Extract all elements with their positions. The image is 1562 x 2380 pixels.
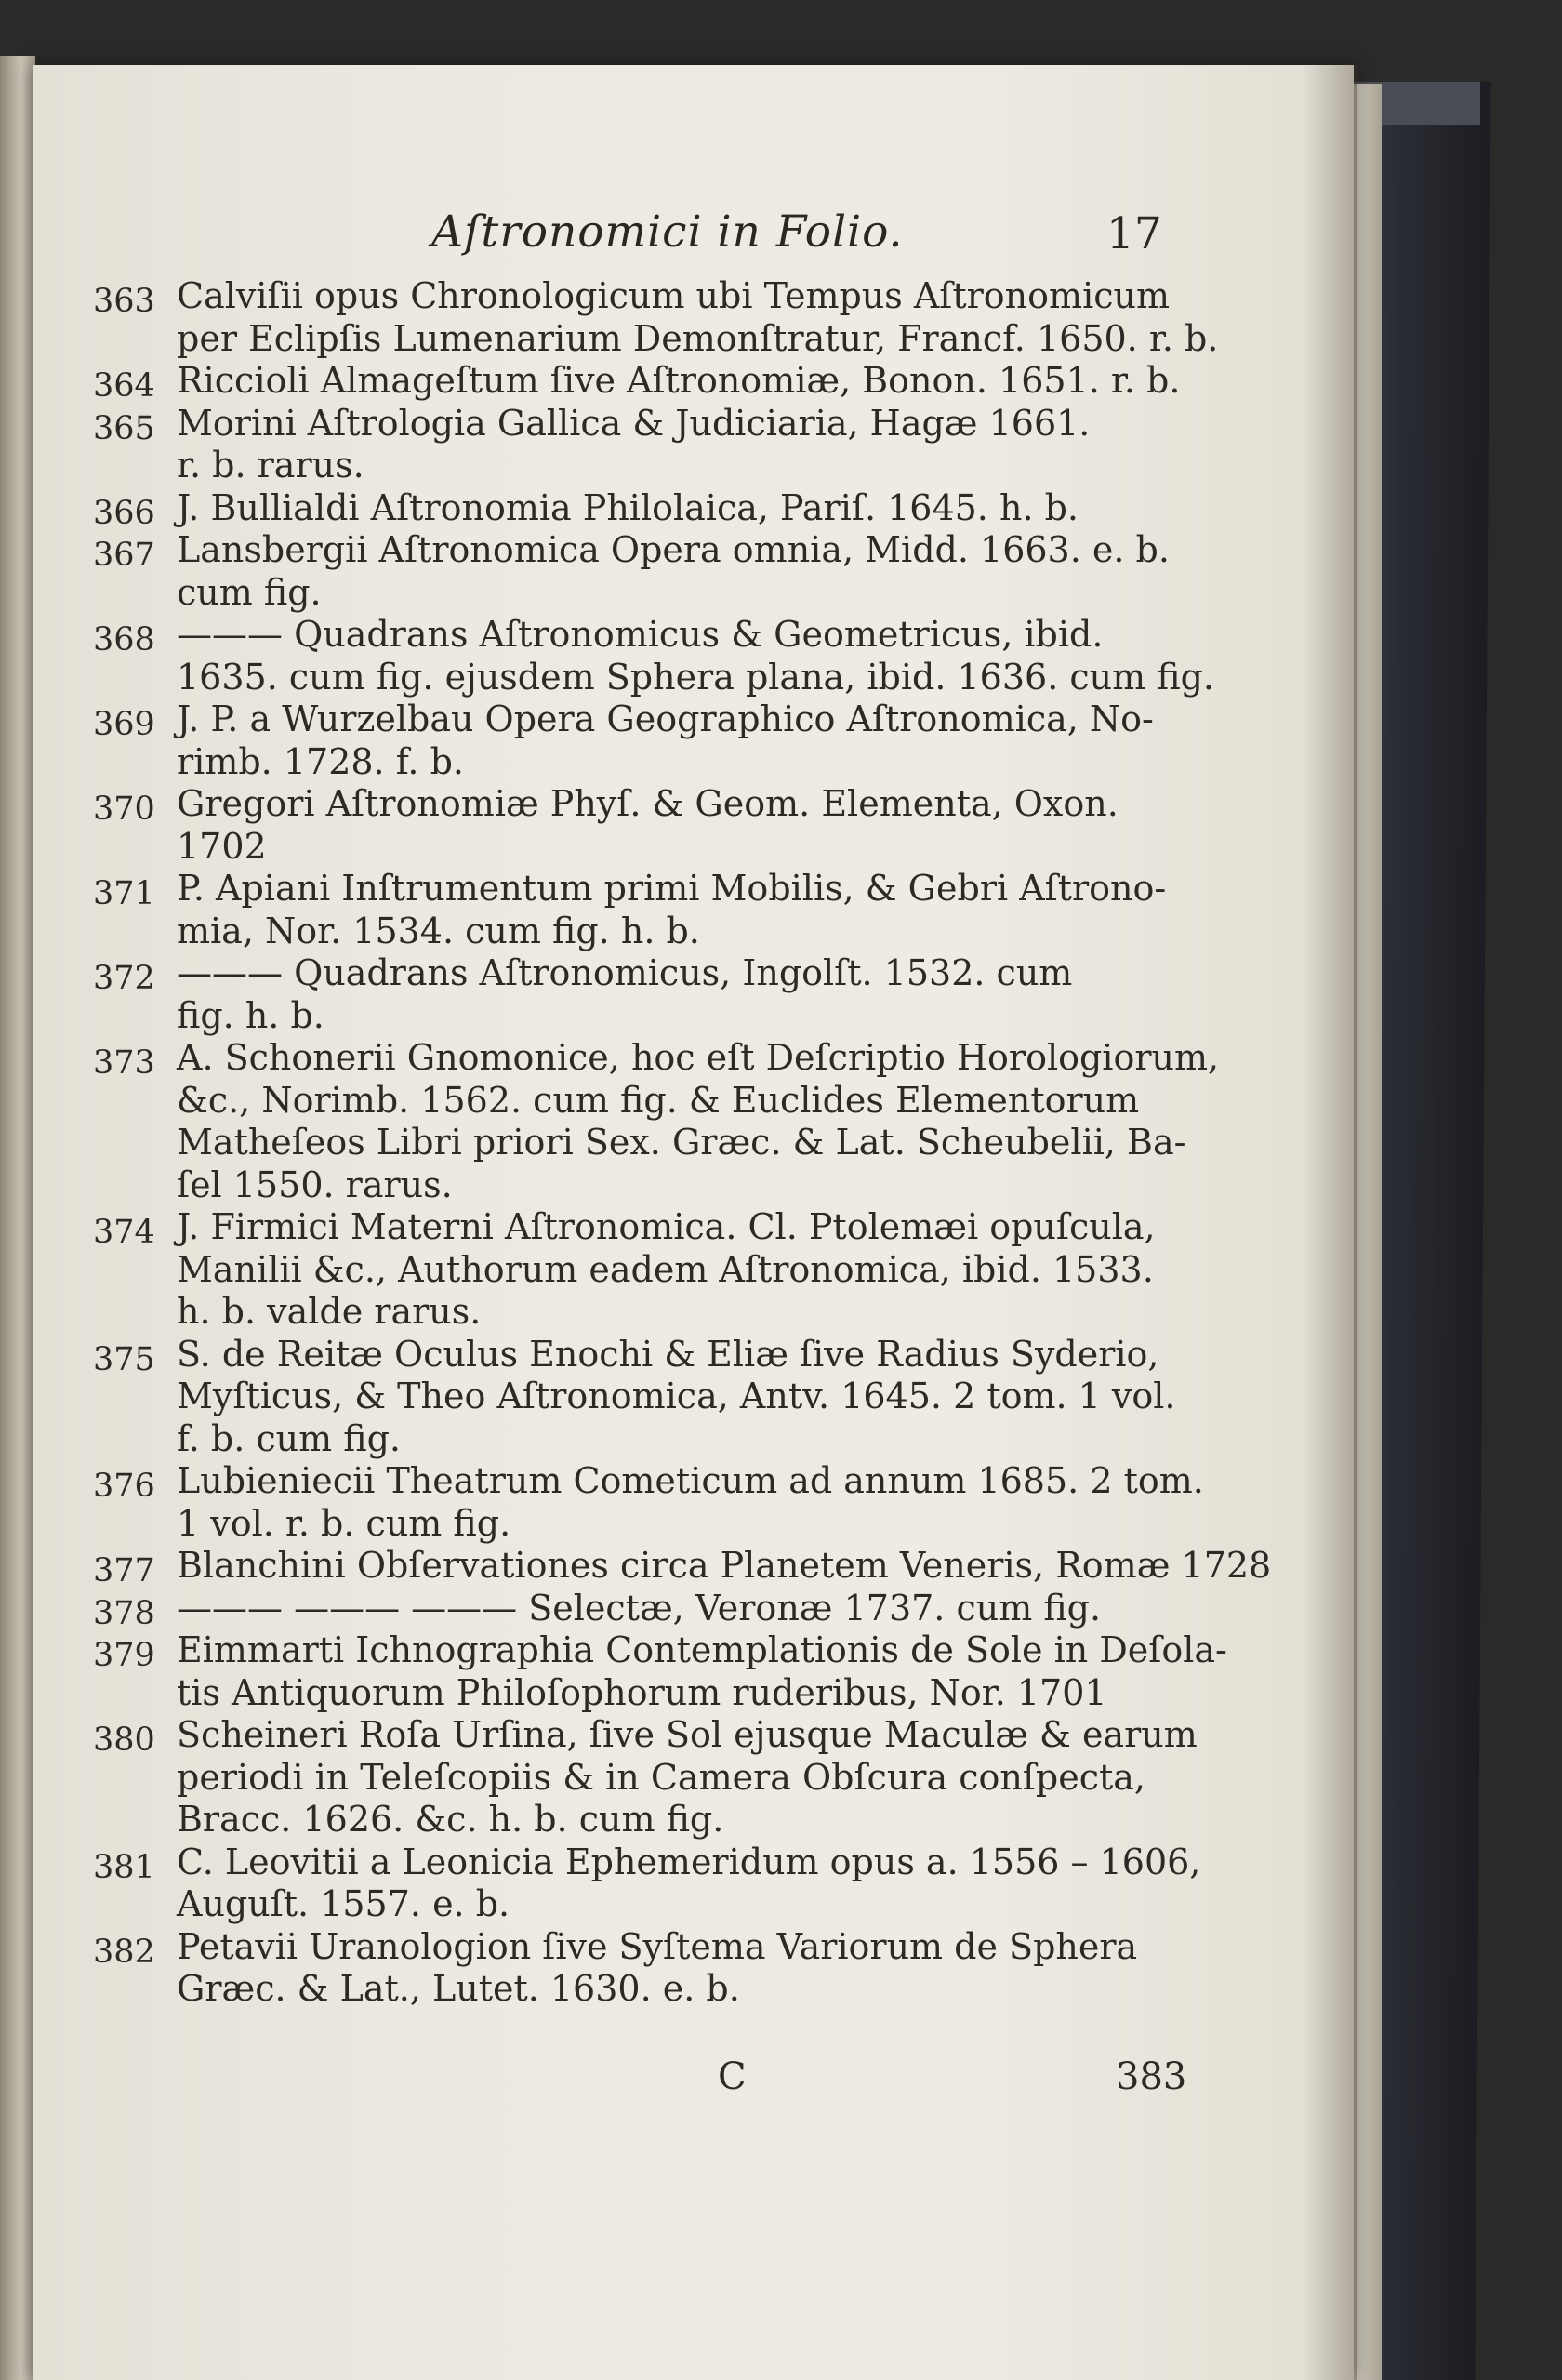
entry-number: 381 xyxy=(93,1848,155,1886)
catchword: 383 xyxy=(1116,2055,1187,2098)
entry-text-line: Gregori Aſtronomiæ Phyſ. & Geom. Elementa, Oxon. xyxy=(177,783,1119,824)
entry-text-line: Bracc. 1626. &c. h. b. cum fig. xyxy=(177,1799,724,1840)
catalogue-entry xyxy=(93,1037,1227,1206)
catalogue-entry xyxy=(93,1629,1227,1714)
entry-text-line: C. Leovitii a Leonicia Ephemeridum opus a. 1556 – 1606, xyxy=(177,1841,1201,1882)
entry-text-line: ——— ——— ——— Selectæ, Veronæ 1737. cum fig. xyxy=(177,1587,1102,1629)
page-edges xyxy=(1354,84,1382,2380)
entry-text-line: f. b. cum fig. xyxy=(177,1417,401,1459)
entry-text-line: ſel 1550. rarus. xyxy=(177,1163,453,1205)
catalogue-entry xyxy=(93,698,1227,783)
entry-number: 368 xyxy=(93,621,155,658)
catalogue-entry xyxy=(93,529,1227,614)
catalogue-entries xyxy=(93,275,1272,2011)
entry-number: 367 xyxy=(93,537,155,574)
running-title: Aſtronomici in Folio. xyxy=(431,206,904,258)
entry-text-line: 1 vol. r. b. cum fig. xyxy=(177,1502,511,1544)
entry-text-line: Lansbergii Aſtronomica Opera omnia, Midd. 1663. e. b. xyxy=(177,529,1170,570)
entry-number: 372 xyxy=(93,960,155,997)
catalogue-entry xyxy=(93,1714,1227,1842)
entry-number: 374 xyxy=(93,1214,155,1251)
page-footer xyxy=(93,2055,1227,2102)
catalogue-entry xyxy=(93,1460,1227,1545)
entry-number: 380 xyxy=(93,1722,155,1759)
entry-number: 369 xyxy=(93,706,155,743)
catalogue-entry xyxy=(93,1926,1227,2011)
catalogue-entry xyxy=(93,403,1227,487)
entry-number: 382 xyxy=(93,1933,155,1971)
entry-text-line: J. Bullialdi Aſtronomia Philolaica, Pariſ. 1645. h. b. xyxy=(177,486,1079,528)
entry-text-line: tis Antiquorum Philoſophorum ruderibus, Nor. 1701 xyxy=(177,1671,1107,1713)
catalogue-entry xyxy=(93,360,1227,403)
entry-text-line: Petavii Uranologion ſive Syſtema Variorum de Sphera xyxy=(177,1925,1138,1967)
entry-text-line: Eimmarti Ichnographia Contemplationis de Sole in Deſola- xyxy=(177,1629,1227,1670)
entry-number: 375 xyxy=(93,1340,155,1378)
entry-text-line: J. Firmici Materni Aſtronomica. Cl. Ptolemæi opuſcula, xyxy=(177,1206,1156,1247)
catalogue-entry xyxy=(93,868,1227,952)
entry-number: 363 xyxy=(93,283,155,320)
facing-page-edge xyxy=(0,56,35,2380)
entry-text-line: ——— Quadrans Aſtronomicus, Ingolſt. 1532. cum xyxy=(177,952,1073,993)
entry-text-line: P. Apiani Inſtrumentum primi Mobilis, & Gebri Aſtrono- xyxy=(177,868,1167,909)
entry-text-line: A. Schonerii Gnomonice, hoc eſt Deſcriptio Horologiorum, xyxy=(177,1037,1220,1078)
entry-text-line: 1635. cum fig. ejusdem Sphera plana, ibid. 1636. cum fig. xyxy=(177,656,1214,698)
entry-text-line: Morini Aſtrologia Gallica & Judiciaria, Hagæ 1661. xyxy=(177,402,1091,444)
catalogue-entry xyxy=(93,1842,1227,1926)
catalogue-entry xyxy=(93,1545,1272,1589)
entry-text-line: r. b. rarus. xyxy=(177,445,364,485)
signature-mark: C xyxy=(718,2055,747,2098)
entry-text-line: Calviſii opus Chronologicum ubi Tempus Aſtronomicum xyxy=(177,275,1171,316)
entry-text-line: periodi in Teleſcopiis & in Camera Obſcura conſpecta, xyxy=(177,1756,1145,1798)
page-number: 17 xyxy=(1106,208,1162,259)
entry-number: 373 xyxy=(93,1044,155,1082)
page-header xyxy=(390,195,1227,270)
entry-number: 371 xyxy=(93,875,155,912)
entry-text-line: cum fig. xyxy=(177,571,322,613)
entry-number: 378 xyxy=(93,1594,155,1632)
entry-number: 366 xyxy=(93,494,155,532)
catalogue-entry xyxy=(93,783,1227,868)
entry-number: 364 xyxy=(93,367,155,405)
entry-text-line: per Eclipſis Lumenarium Demonſtratur, Francf. 1650. r. b. xyxy=(177,317,1219,359)
entry-number: 370 xyxy=(93,791,155,828)
entry-text-line: fig. h. b. xyxy=(177,994,324,1036)
entry-text-line: rimb. 1728. f. b. xyxy=(177,740,464,782)
entry-text-line: 1702 xyxy=(177,825,267,867)
entry-text-line: Myſticus, & Theo Aſtronomica, Antv. 1645. 2 tom. 1 vol. xyxy=(177,1376,1176,1416)
entry-number: 377 xyxy=(93,1552,155,1589)
entry-text-line: Matheſeos Libri priori Sex. Græc. & Lat. Scheubelii, Ba- xyxy=(177,1122,1186,1163)
entry-text-line: h. b. valde rarus. xyxy=(177,1291,482,1332)
entry-text-line: mia, Nor. 1534. cum fig. h. b. xyxy=(177,910,700,951)
entry-text-line: Auguſt. 1557. e. b. xyxy=(177,1883,510,1924)
entry-text-line: Riccioli Almageſtum ſive Aſtronomiæ, Bonon. 1651. r. b. xyxy=(177,360,1181,401)
catalogue-entry xyxy=(93,487,1227,530)
catalogue-entry xyxy=(93,1334,1227,1461)
entry-text-line: Scheineri Roſa Urſina, ſive Sol ejusque Maculæ & earum xyxy=(177,1714,1198,1755)
catalogue-entry xyxy=(93,275,1227,360)
entry-text-line: ——— Quadrans Aſtronomicus & Geometricus, ibid. xyxy=(177,614,1104,655)
entry-text-line: Manilii &c., Authorum eadem Aſtronomica, ibid. 1533. xyxy=(177,1248,1154,1290)
entry-text-line: Blanchini Obſervationes circa Planetem Veneris, Romæ 1728 xyxy=(177,1545,1272,1586)
entry-number: 379 xyxy=(93,1637,155,1674)
catalogue-entry xyxy=(93,1588,1227,1630)
entry-text-line: &c., Norimb. 1562. cum fig. & Euclides Elementorum xyxy=(177,1079,1140,1121)
catalogue-entry xyxy=(93,952,1227,1037)
entry-text-line: S. de Reitæ Oculus Enochi & Eliæ ſive Radius Syderio, xyxy=(177,1333,1159,1375)
entry-text-line: J. P. a Wurzelbau Opera Geographico Aſtronomica, No- xyxy=(177,698,1154,739)
page-shadow xyxy=(1302,65,1357,2380)
entry-text-line: Lubieniecii Theatrum Cometicum ad annum 1685. 2 tom. xyxy=(177,1460,1204,1501)
entry-number: 365 xyxy=(93,409,155,447)
catalogue-entry xyxy=(93,1206,1227,1334)
entry-text-line: Græc. & Lat., Lutet. 1630. e. b. xyxy=(177,1968,740,2009)
entry-number: 376 xyxy=(93,1468,155,1505)
catalogue-entry xyxy=(93,614,1227,698)
